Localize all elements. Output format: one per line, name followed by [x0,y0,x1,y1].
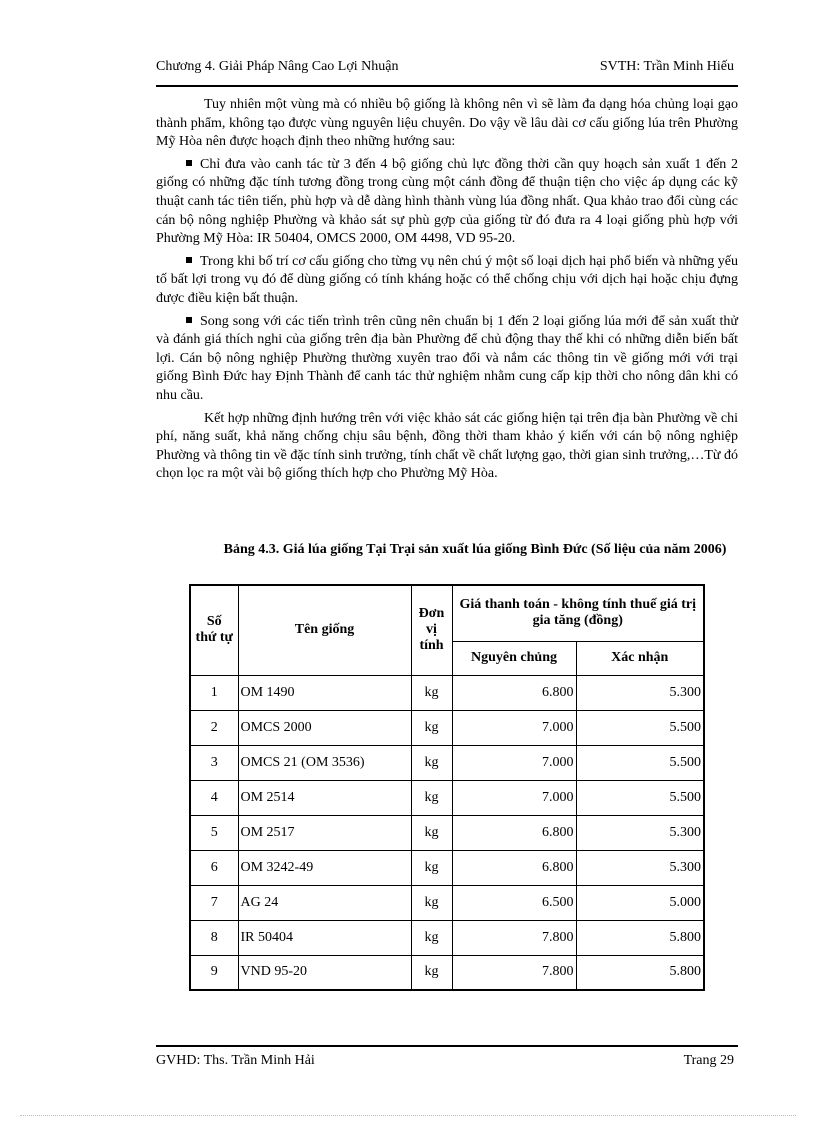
page-edge-divider [20,1115,796,1116]
cell-name: OM 2514 [238,780,411,815]
table-row [190,780,704,815]
cell-unit: kg [411,710,452,745]
bullet-item-3 [156,313,738,406]
cell-name: OM 3242-49 [238,850,411,885]
table-caption: Bảng 4.3. Giá lúa giống Tại Trại sản xuất lúa giống Bình Đức (Số liệu của năm 2006) [223,542,727,557]
cell-name: OMCS 2000 [238,710,411,745]
cell-stt: 1 [190,675,238,710]
paragraph-intro: Tuy nhiên một vùng mà có nhiều bộ giống là không nên vì sẽ làm đa dạng hóa chủng loại gạo thành phẩm, không tạo được vùng nguyên liệu chuyên. Do vậy về lâu dài cơ cấu giống lúa trên Phường Mỹ Hòa nên được hoạch định theo những hướng sau: [156,97,738,150]
cell-certified-price: 5.500 [576,745,704,780]
cell-certified-price: 5.000 [576,885,704,920]
header-certified: Xác nhận [576,641,704,675]
cell-name: VND 95-20 [238,955,411,990]
table-row [190,955,704,990]
cell-certified-price: 5.800 [576,920,704,955]
cell-unit: kg [411,850,452,885]
cell-certified-price: 5.300 [576,850,704,885]
bullet-item-2 [156,253,738,309]
header-price-group: Giá thanh toán - không tính thuế giá trị gia tăng (đồng) [452,585,704,641]
header-origin: Nguyên chủng [452,641,576,675]
cell-name: OM 2517 [238,815,411,850]
cell-stt: 9 [190,955,238,990]
table-row [190,850,704,885]
chapter-title: Chương 4. Giải Pháp Nâng Cao Lợi Nhuận [156,59,399,74]
cell-origin-price: 7.800 [452,955,576,990]
cell-certified-price: 5.800 [576,955,704,990]
header-stt: Số thứ tự [190,585,238,675]
bullet-text-1: Chỉ đưa vào canh tác từ 3 đến 4 bộ giống chủ lực đồng thời cần quy hoạch sản xuất 1 đến 2 giống có những đặc tính tương đồng trong cùng một cánh đồng để thuận tiện cho việc áp dụng các kỹ thuật canh tác tiên tiến, phù hợp và dễ dàng hình thành vùng lúa đồng nhất. Qua khảo trao đổi cùng các cán bộ nông nghiệp Phường và khảo sát sự phù gợp của giống từ đó đưa ra 4 loại giống phù hợp với Phường Mỹ Hòa: IR 50404, OMCS 2000, OM 4498, VD 95-20. [156,156,738,247]
cell-certified-price: 5.300 [576,675,704,710]
table-row [190,885,704,920]
paragraph-conclusion: Kết hợp những định hướng trên với việc khảo sát các giống hiện tại trên địa bàn Phường về chi phí, năng suất, khả năng chống chịu sâu bệnh, đồng thời tham khảo ý kiến với cán bộ nông nghiệp Phường và thông tin về đặc tính sinh trưởng, tính chất về chất lượng gạo, thời gian sinh trưởng,…Từ đó chọn lọc ra một vài bộ giống thích hợp cho Phường Mỹ Hòa. [156,410,738,482]
square-bullet-icon [186,160,192,166]
cell-origin-price: 7.800 [452,920,576,955]
cell-name: AG 24 [238,885,411,920]
cell-origin-price: 7.000 [452,745,576,780]
cell-origin-price: 6.800 [452,675,576,710]
header-name: Tên giống [238,585,411,675]
cell-stt: 4 [190,780,238,815]
bullet-text-3: Song song với các tiến trình trên cũng nên chuẩn bị 1 đến 2 loại giống lúa mới để sản xuất thử và đánh giá thích nghi của giống trên địa bàn Phường để chủ động thay thế khi có những diễn biến bất lợi. Cán bộ nông nghiệp Phường thường xuyên trao đổi và nắm các thông tin về giống mới với trại giống Bình Đức hay Định Thành để canh tác thử nghiệm nhằm cung cấp kịp thời cho nông dân khi có nhu cầu. [156,313,738,403]
cell-name: IR 50404 [238,920,411,955]
cell-stt: 5 [190,815,238,850]
cell-unit: kg [411,815,452,850]
bullet-text-2: Trong khi bố trí cơ cấu giống cho từng vụ nên chú ý một số loại dịch hại phổ biến và những yếu tố bất lợi trong vụ đó để dùng giống có tính kháng hoặc có thể chống chịu với dịch hại hoặc chịu đựng được điều kiện bất thuận. [156,253,738,306]
bullet-item-1 [156,156,738,249]
cell-unit: kg [411,955,452,990]
cell-stt: 8 [190,920,238,955]
cell-name: OM 1490 [238,675,411,710]
table-row [190,920,704,955]
body-text [156,96,738,488]
page-header [156,57,738,87]
cell-unit: kg [411,920,452,955]
cell-unit: kg [411,780,452,815]
cell-unit: kg [411,745,452,780]
seed-price-table [189,584,705,991]
student-name: SVTH: Trần Minh Hiếu [599,59,734,74]
table-row [190,815,704,850]
page-number: Trang 29 [683,1053,734,1068]
advisor-name: GVHD: Ths. Trần Minh Hải [156,1053,315,1068]
cell-unit: kg [411,885,452,920]
cell-origin-price: 7.000 [452,710,576,745]
page-footer [156,1045,738,1075]
cell-certified-price: 5.300 [576,815,704,850]
table-row [190,675,704,710]
cell-certified-price: 5.500 [576,780,704,815]
cell-stt: 6 [190,850,238,885]
square-bullet-icon [186,257,192,263]
cell-origin-price: 6.800 [452,850,576,885]
table-row [190,745,704,780]
header-unit: Đơn vị tính [411,585,452,675]
cell-origin-price: 6.800 [452,815,576,850]
cell-stt: 7 [190,885,238,920]
cell-certified-price: 5.500 [576,710,704,745]
cell-unit: kg [411,675,452,710]
cell-name: OMCS 21 (OM 3536) [238,745,411,780]
table-body [190,675,704,990]
cell-origin-price: 6.500 [452,885,576,920]
square-bullet-icon [186,317,192,323]
cell-origin-price: 7.000 [452,780,576,815]
cell-stt: 3 [190,745,238,780]
table-row [190,710,704,745]
cell-stt: 2 [190,710,238,745]
